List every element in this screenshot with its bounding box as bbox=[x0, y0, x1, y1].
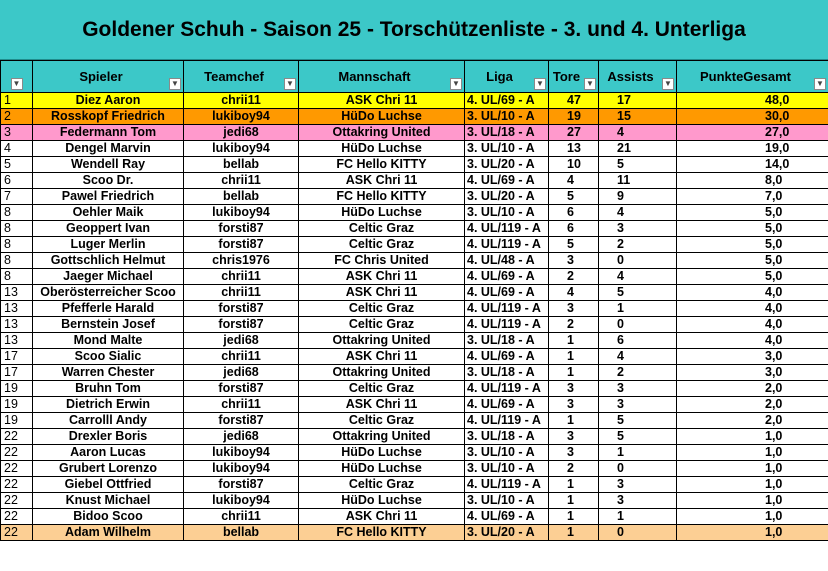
header-liga: Liga ▼ bbox=[465, 61, 549, 93]
table-row bbox=[1, 157, 828, 173]
header-row bbox=[1, 61, 828, 93]
filter-dropdown-icon[interactable]: ▼ bbox=[814, 78, 826, 90]
sheet-title: Goldener Schuh - Saison 25 - Torschützenliste - 3. und 4. Unterliga bbox=[0, 0, 828, 60]
cell-liga[interactable]: 4. UL/69 - A bbox=[465, 509, 549, 525]
cell-assists[interactable]: 5 bbox=[599, 157, 677, 173]
cell-liga[interactable]: 3. UL/20 - A bbox=[465, 525, 549, 541]
table-row bbox=[1, 93, 828, 109]
cell-teamchef[interactable]: forsti87 bbox=[184, 221, 299, 237]
cell-punkte[interactable]: 5,0 bbox=[677, 205, 828, 221]
table-body bbox=[1, 93, 828, 541]
cell-assists[interactable]: 3 bbox=[599, 493, 677, 509]
cell-teamchef[interactable]: lukiboy94 bbox=[184, 493, 299, 509]
scorer-table bbox=[0, 60, 828, 541]
cell-assists[interactable]: 5 bbox=[599, 429, 677, 445]
cell-tore[interactable]: 1 bbox=[549, 509, 599, 525]
filter-dropdown-icon[interactable]: ▼ bbox=[169, 78, 181, 90]
cell-assists[interactable]: 3 bbox=[599, 221, 677, 237]
cell-spieler[interactable]: Scoo Dr. bbox=[33, 173, 184, 189]
cell-assists[interactable]: 3 bbox=[599, 381, 677, 397]
table-row bbox=[1, 221, 828, 237]
cell-spieler[interactable]: Dengel Marvin bbox=[33, 141, 184, 157]
cell-assists[interactable]: 6 bbox=[599, 333, 677, 349]
cell-teamchef[interactable]: forsti87 bbox=[184, 413, 299, 429]
cell-rank[interactable]: 6 bbox=[1, 173, 33, 189]
cell-rank[interactable]: 8 bbox=[1, 269, 33, 285]
table-row bbox=[1, 285, 828, 301]
cell-teamchef[interactable]: forsti87 bbox=[184, 301, 299, 317]
cell-punkte[interactable]: 14,0 bbox=[677, 157, 828, 173]
cell-rank[interactable]: 7 bbox=[1, 189, 33, 205]
cell-assists[interactable]: 9 bbox=[599, 189, 677, 205]
cell-rank[interactable]: 4 bbox=[1, 141, 33, 157]
cell-punkte[interactable]: 1,0 bbox=[677, 445, 828, 461]
cell-spieler[interactable]: Mond Malte bbox=[33, 333, 184, 349]
cell-teamchef[interactable]: chrii11 bbox=[184, 349, 299, 365]
cell-teamchef[interactable]: chrii11 bbox=[184, 173, 299, 189]
cell-punkte[interactable]: 4,0 bbox=[677, 285, 828, 301]
cell-spieler[interactable]: Adam Wilhelm bbox=[33, 525, 184, 541]
cell-mannschaft[interactable]: ASK Chri 11 bbox=[299, 397, 465, 413]
cell-assists[interactable]: 5 bbox=[599, 413, 677, 429]
cell-assists[interactable]: 4 bbox=[599, 125, 677, 141]
cell-mannschaft[interactable]: Celtic Graz bbox=[299, 237, 465, 253]
cell-rank[interactable]: 8 bbox=[1, 221, 33, 237]
cell-rank[interactable]: 17 bbox=[1, 349, 33, 365]
cell-rank[interactable]: 22 bbox=[1, 461, 33, 477]
cell-punkte[interactable]: 7,0 bbox=[677, 189, 828, 205]
cell-tore[interactable]: 1 bbox=[549, 477, 599, 493]
cell-liga[interactable]: 4. UL/119 - A bbox=[465, 477, 549, 493]
cell-spieler[interactable]: Diez Aaron bbox=[33, 93, 184, 109]
cell-spieler[interactable]: Rosskopf Friedrich bbox=[33, 109, 184, 125]
cell-spieler[interactable]: Geoppert Ivan bbox=[33, 221, 184, 237]
cell-rank[interactable]: 13 bbox=[1, 333, 33, 349]
filter-dropdown-icon[interactable]: ▼ bbox=[450, 78, 462, 90]
header-assists: Assists ▼ bbox=[599, 61, 677, 93]
table-row bbox=[1, 205, 828, 221]
cell-liga[interactable]: 3. UL/10 - A bbox=[465, 461, 549, 477]
cell-mannschaft[interactable]: FC Hello KITTY bbox=[299, 157, 465, 173]
cell-mannschaft[interactable]: ASK Chri 11 bbox=[299, 269, 465, 285]
cell-assists[interactable]: 3 bbox=[599, 477, 677, 493]
cell-mannschaft[interactable]: Celtic Graz bbox=[299, 317, 465, 333]
cell-tore[interactable]: 3 bbox=[549, 253, 599, 269]
table-row bbox=[1, 365, 828, 381]
header-mannschaft: Mannschaft ▼ bbox=[299, 61, 465, 93]
cell-spieler[interactable]: Pfefferle Harald bbox=[33, 301, 184, 317]
cell-mannschaft[interactable]: HüDo Luchse bbox=[299, 141, 465, 157]
cell-rank[interactable]: 5 bbox=[1, 157, 33, 173]
cell-liga[interactable]: 4. UL/48 - A bbox=[465, 253, 549, 269]
cell-rank[interactable]: 13 bbox=[1, 301, 33, 317]
table-row bbox=[1, 269, 828, 285]
cell-mannschaft[interactable]: ASK Chri 11 bbox=[299, 173, 465, 189]
cell-spieler[interactable]: Bidoo Scoo bbox=[33, 509, 184, 525]
table-row bbox=[1, 445, 828, 461]
cell-rank[interactable]: 8 bbox=[1, 237, 33, 253]
cell-rank[interactable]: 3 bbox=[1, 125, 33, 141]
cell-teamchef[interactable]: chrii11 bbox=[184, 397, 299, 413]
header-tore: Tore ▼ bbox=[549, 61, 599, 93]
cell-assists[interactable]: 1 bbox=[599, 301, 677, 317]
cell-spieler[interactable]: Giebel Ottfried bbox=[33, 477, 184, 493]
cell-liga[interactable]: 3. UL/18 - A bbox=[465, 125, 549, 141]
cell-punkte[interactable]: 5,0 bbox=[677, 253, 828, 269]
cell-liga[interactable]: 4. UL/119 - A bbox=[465, 301, 549, 317]
cell-mannschaft[interactable]: Celtic Graz bbox=[299, 413, 465, 429]
cell-mannschaft[interactable]: FC Chris United bbox=[299, 253, 465, 269]
cell-rank[interactable]: 19 bbox=[1, 381, 33, 397]
cell-spieler[interactable]: Bruhn Tom bbox=[33, 381, 184, 397]
cell-rank[interactable]: 22 bbox=[1, 509, 33, 525]
cell-spieler[interactable]: Dietrich Erwin bbox=[33, 397, 184, 413]
cell-assists[interactable]: 0 bbox=[599, 461, 677, 477]
cell-punkte[interactable]: 3,0 bbox=[677, 365, 828, 381]
cell-assists[interactable]: 1 bbox=[599, 445, 677, 461]
cell-liga[interactable]: 4. UL/69 - A bbox=[465, 93, 549, 109]
cell-spieler[interactable]: Scoo Sialic bbox=[33, 349, 184, 365]
cell-tore[interactable]: 1 bbox=[549, 413, 599, 429]
cell-punkte[interactable]: 3,0 bbox=[677, 349, 828, 365]
cell-punkte[interactable]: 5,0 bbox=[677, 221, 828, 237]
cell-tore[interactable]: 10 bbox=[549, 157, 599, 173]
cell-rank[interactable]: 13 bbox=[1, 317, 33, 333]
table-row bbox=[1, 125, 828, 141]
cell-spieler[interactable]: Carrolll Andy bbox=[33, 413, 184, 429]
cell-teamchef[interactable]: forsti87 bbox=[184, 237, 299, 253]
cell-spieler[interactable]: Oehler Maik bbox=[33, 205, 184, 221]
cell-mannschaft[interactable]: ASK Chri 11 bbox=[299, 93, 465, 109]
cell-teamchef[interactable]: jedi68 bbox=[184, 333, 299, 349]
cell-mannschaft[interactable]: Ottakring United bbox=[299, 333, 465, 349]
table-row bbox=[1, 461, 828, 477]
cell-liga[interactable]: 4. UL/69 - A bbox=[465, 285, 549, 301]
cell-liga[interactable]: 4. UL/69 - A bbox=[465, 349, 549, 365]
cell-assists[interactable]: 0 bbox=[599, 317, 677, 333]
cell-rank[interactable]: 22 bbox=[1, 525, 33, 541]
cell-punkte[interactable]: 1,0 bbox=[677, 461, 828, 477]
cell-teamchef[interactable]: bellab bbox=[184, 525, 299, 541]
cell-spieler[interactable]: Jaeger Michael bbox=[33, 269, 184, 285]
table-row bbox=[1, 189, 828, 205]
cell-teamchef[interactable]: chrii11 bbox=[184, 93, 299, 109]
cell-punkte[interactable]: 4,0 bbox=[677, 301, 828, 317]
cell-punkte[interactable]: 48,0 bbox=[677, 93, 828, 109]
cell-spieler[interactable]: Wendell Ray bbox=[33, 157, 184, 173]
cell-tore[interactable]: 1 bbox=[549, 333, 599, 349]
cell-mannschaft[interactable]: Celtic Graz bbox=[299, 221, 465, 237]
cell-tore[interactable]: 1 bbox=[549, 349, 599, 365]
cell-spieler[interactable]: Pawel Friedrich bbox=[33, 189, 184, 205]
cell-tore[interactable]: 2 bbox=[549, 269, 599, 285]
cell-spieler[interactable]: Knust Michael bbox=[33, 493, 184, 509]
cell-teamchef[interactable]: chrii11 bbox=[184, 509, 299, 525]
cell-assists[interactable]: 1 bbox=[599, 509, 677, 525]
cell-teamchef[interactable]: chris1976 bbox=[184, 253, 299, 269]
table-row bbox=[1, 429, 828, 445]
cell-tore[interactable]: 5 bbox=[549, 189, 599, 205]
cell-rank[interactable]: 22 bbox=[1, 445, 33, 461]
cell-mannschaft[interactable]: HüDo Luchse bbox=[299, 205, 465, 221]
cell-assists[interactable]: 2 bbox=[599, 237, 677, 253]
cell-punkte[interactable]: 1,0 bbox=[677, 493, 828, 509]
cell-rank[interactable]: 1 bbox=[1, 93, 33, 109]
cell-tore[interactable]: 2 bbox=[549, 461, 599, 477]
cell-liga[interactable]: 4. UL/119 - A bbox=[465, 237, 549, 253]
cell-tore[interactable]: 1 bbox=[549, 493, 599, 509]
cell-tore[interactable]: 27 bbox=[549, 125, 599, 141]
table-row bbox=[1, 173, 828, 189]
cell-punkte[interactable]: 1,0 bbox=[677, 509, 828, 525]
cell-liga[interactable]: 3. UL/18 - A bbox=[465, 365, 549, 381]
cell-punkte[interactable]: 4,0 bbox=[677, 333, 828, 349]
cell-mannschaft[interactable]: HüDo Luchse bbox=[299, 493, 465, 509]
table-row bbox=[1, 349, 828, 365]
cell-teamchef[interactable]: forsti87 bbox=[184, 317, 299, 333]
cell-tore[interactable]: 6 bbox=[549, 221, 599, 237]
cell-rank[interactable]: 19 bbox=[1, 413, 33, 429]
cell-tore[interactable]: 4 bbox=[549, 285, 599, 301]
header-spieler: Spieler ▼ bbox=[33, 61, 184, 93]
cell-tore[interactable]: 3 bbox=[549, 397, 599, 413]
cell-teamchef[interactable]: jedi68 bbox=[184, 125, 299, 141]
cell-spieler[interactable]: Gottschlich Helmut bbox=[33, 253, 184, 269]
cell-rank[interactable]: 2 bbox=[1, 109, 33, 125]
cell-spieler[interactable]: Aaron Lucas bbox=[33, 445, 184, 461]
table-row bbox=[1, 381, 828, 397]
cell-mannschaft[interactable]: Celtic Graz bbox=[299, 381, 465, 397]
cell-rank[interactable]: 13 bbox=[1, 285, 33, 301]
table-row bbox=[1, 509, 828, 525]
cell-liga[interactable]: 4. UL/119 - A bbox=[465, 413, 549, 429]
cell-teamchef[interactable]: lukiboy94 bbox=[184, 445, 299, 461]
cell-spieler[interactable]: Oberösterreicher Scoo bbox=[33, 285, 184, 301]
cell-mannschaft[interactable]: ASK Chri 11 bbox=[299, 349, 465, 365]
table-row bbox=[1, 141, 828, 157]
cell-spieler[interactable]: Drexler Boris bbox=[33, 429, 184, 445]
cell-teamchef[interactable]: jedi68 bbox=[184, 365, 299, 381]
cell-rank[interactable]: 22 bbox=[1, 429, 33, 445]
table-row bbox=[1, 397, 828, 413]
cell-assists[interactable]: 3 bbox=[599, 397, 677, 413]
cell-liga[interactable]: 3. UL/20 - A bbox=[465, 189, 549, 205]
cell-mannschaft[interactable]: Celtic Graz bbox=[299, 301, 465, 317]
cell-liga[interactable]: 3. UL/20 - A bbox=[465, 157, 549, 173]
cell-punkte[interactable]: 2,0 bbox=[677, 381, 828, 397]
cell-rank[interactable]: 17 bbox=[1, 365, 33, 381]
cell-liga[interactable]: 3. UL/10 - A bbox=[465, 141, 549, 157]
cell-tore[interactable]: 3 bbox=[549, 445, 599, 461]
cell-teamchef[interactable]: lukiboy94 bbox=[184, 461, 299, 477]
filter-dropdown-icon[interactable]: ▼ bbox=[284, 78, 296, 90]
cell-teamchef[interactable]: lukiboy94 bbox=[184, 141, 299, 157]
cell-punkte[interactable]: 5,0 bbox=[677, 237, 828, 253]
cell-liga[interactable]: 3. UL/10 - A bbox=[465, 205, 549, 221]
cell-assists[interactable]: 11 bbox=[599, 173, 677, 189]
cell-spieler[interactable]: Warren Chester bbox=[33, 365, 184, 381]
header-punkte: PunkteGesamt ▼ bbox=[677, 61, 828, 93]
cell-assists[interactable]: 4 bbox=[599, 269, 677, 285]
filter-dropdown-icon[interactable]: ▼ bbox=[534, 78, 546, 90]
cell-mannschaft[interactable]: Celtic Graz bbox=[299, 477, 465, 493]
cell-mannschaft[interactable]: HüDo Luchse bbox=[299, 445, 465, 461]
cell-punkte[interactable]: 2,0 bbox=[677, 397, 828, 413]
cell-tore[interactable]: 3 bbox=[549, 429, 599, 445]
table-row bbox=[1, 413, 828, 429]
cell-liga[interactable]: 3. UL/10 - A bbox=[465, 493, 549, 509]
cell-punkte[interactable]: 4,0 bbox=[677, 317, 828, 333]
table-row bbox=[1, 253, 828, 269]
table-row bbox=[1, 477, 828, 493]
cell-assists[interactable]: 4 bbox=[599, 205, 677, 221]
cell-liga[interactable]: 4. UL/69 - A bbox=[465, 173, 549, 189]
cell-teamchef[interactable]: chrii11 bbox=[184, 269, 299, 285]
cell-liga[interactable]: 3. UL/18 - A bbox=[465, 429, 549, 445]
cell-liga[interactable]: 4. UL/119 - A bbox=[465, 381, 549, 397]
cell-rank[interactable]: 8 bbox=[1, 253, 33, 269]
cell-teamchef[interactable]: bellab bbox=[184, 189, 299, 205]
cell-liga[interactable]: 4. UL/119 - A bbox=[465, 317, 549, 333]
cell-liga[interactable]: 4. UL/69 - A bbox=[465, 269, 549, 285]
cell-mannschaft[interactable]: ASK Chri 11 bbox=[299, 509, 465, 525]
cell-liga[interactable]: 3. UL/18 - A bbox=[465, 333, 549, 349]
cell-mannschaft[interactable]: Ottakring United bbox=[299, 125, 465, 141]
cell-punkte[interactable]: 5,0 bbox=[677, 269, 828, 285]
table-row bbox=[1, 525, 828, 541]
cell-mannschaft[interactable]: Ottakring United bbox=[299, 429, 465, 445]
cell-mannschaft[interactable]: FC Hello KITTY bbox=[299, 189, 465, 205]
cell-teamchef[interactable]: bellab bbox=[184, 157, 299, 173]
table-row bbox=[1, 333, 828, 349]
cell-tore[interactable]: 1 bbox=[549, 525, 599, 541]
cell-teamchef[interactable]: jedi68 bbox=[184, 429, 299, 445]
cell-assists[interactable]: 21 bbox=[599, 141, 677, 157]
cell-tore[interactable]: 2 bbox=[549, 317, 599, 333]
cell-punkte[interactable]: 27,0 bbox=[677, 125, 828, 141]
table-row bbox=[1, 493, 828, 509]
cell-rank[interactable]: 8 bbox=[1, 205, 33, 221]
cell-assists[interactable]: 0 bbox=[599, 253, 677, 269]
cell-punkte[interactable]: 1,0 bbox=[677, 429, 828, 445]
cell-assists[interactable]: 5 bbox=[599, 285, 677, 301]
cell-mannschaft[interactable]: FC Hello KITTY bbox=[299, 525, 465, 541]
cell-tore[interactable]: 13 bbox=[549, 141, 599, 157]
cell-assists[interactable]: 4 bbox=[599, 349, 677, 365]
cell-spieler[interactable]: Bernstein Josef bbox=[33, 317, 184, 333]
cell-tore[interactable]: 3 bbox=[549, 381, 599, 397]
cell-liga[interactable]: 4. UL/119 - A bbox=[465, 221, 549, 237]
table-row bbox=[1, 237, 828, 253]
cell-punkte[interactable]: 1,0 bbox=[677, 477, 828, 493]
cell-mannschaft[interactable]: Ottakring United bbox=[299, 365, 465, 381]
cell-punkte[interactable]: 30,0 bbox=[677, 109, 828, 125]
cell-tore[interactable]: 4 bbox=[549, 173, 599, 189]
cell-rank[interactable]: 22 bbox=[1, 477, 33, 493]
cell-tore[interactable]: 47 bbox=[549, 93, 599, 109]
cell-assists[interactable]: 17 bbox=[599, 93, 677, 109]
cell-punkte[interactable]: 1,0 bbox=[677, 525, 828, 541]
cell-spieler[interactable]: Federmann Tom bbox=[33, 125, 184, 141]
cell-assists[interactable]: 2 bbox=[599, 365, 677, 381]
cell-spieler[interactable]: Grubert Lorenzo bbox=[33, 461, 184, 477]
cell-liga[interactable]: 4. UL/69 - A bbox=[465, 397, 549, 413]
cell-teamchef[interactable]: forsti87 bbox=[184, 477, 299, 493]
cell-teamchef[interactable]: chrii11 bbox=[184, 285, 299, 301]
table-row bbox=[1, 317, 828, 333]
cell-teamchef[interactable]: lukiboy94 bbox=[184, 205, 299, 221]
cell-liga[interactable]: 3. UL/10 - A bbox=[465, 109, 549, 125]
cell-tore[interactable]: 3 bbox=[549, 301, 599, 317]
cell-tore[interactable]: 5 bbox=[549, 237, 599, 253]
cell-rank[interactable]: 22 bbox=[1, 493, 33, 509]
cell-mannschaft[interactable]: ASK Chri 11 bbox=[299, 285, 465, 301]
filter-dropdown-icon[interactable]: ▼ bbox=[662, 78, 674, 90]
cell-teamchef[interactable]: forsti87 bbox=[184, 381, 299, 397]
filter-dropdown-icon[interactable]: ▼ bbox=[11, 78, 23, 90]
table-row bbox=[1, 109, 828, 125]
header-teamchef: Teamchef ▼ bbox=[184, 61, 299, 93]
cell-punkte[interactable]: 19,0 bbox=[677, 141, 828, 157]
cell-tore[interactable]: 19 bbox=[549, 109, 599, 125]
cell-teamchef[interactable]: lukiboy94 bbox=[184, 109, 299, 125]
cell-tore[interactable]: 6 bbox=[549, 205, 599, 221]
cell-punkte[interactable]: 2,0 bbox=[677, 413, 828, 429]
cell-rank[interactable]: 19 bbox=[1, 397, 33, 413]
cell-mannschaft[interactable]: HüDo Luchse bbox=[299, 461, 465, 477]
cell-tore[interactable]: 1 bbox=[549, 365, 599, 381]
filter-dropdown-icon[interactable]: ▼ bbox=[584, 78, 596, 90]
cell-punkte[interactable]: 8,0 bbox=[677, 173, 828, 189]
cell-assists[interactable]: 15 bbox=[599, 109, 677, 125]
header-rank bbox=[1, 61, 33, 93]
cell-spieler[interactable]: Luger Merlin bbox=[33, 237, 184, 253]
cell-mannschaft[interactable]: HüDo Luchse bbox=[299, 109, 465, 125]
table-row bbox=[1, 301, 828, 317]
cell-liga[interactable]: 3. UL/10 - A bbox=[465, 445, 549, 461]
cell-assists[interactable]: 0 bbox=[599, 525, 677, 541]
